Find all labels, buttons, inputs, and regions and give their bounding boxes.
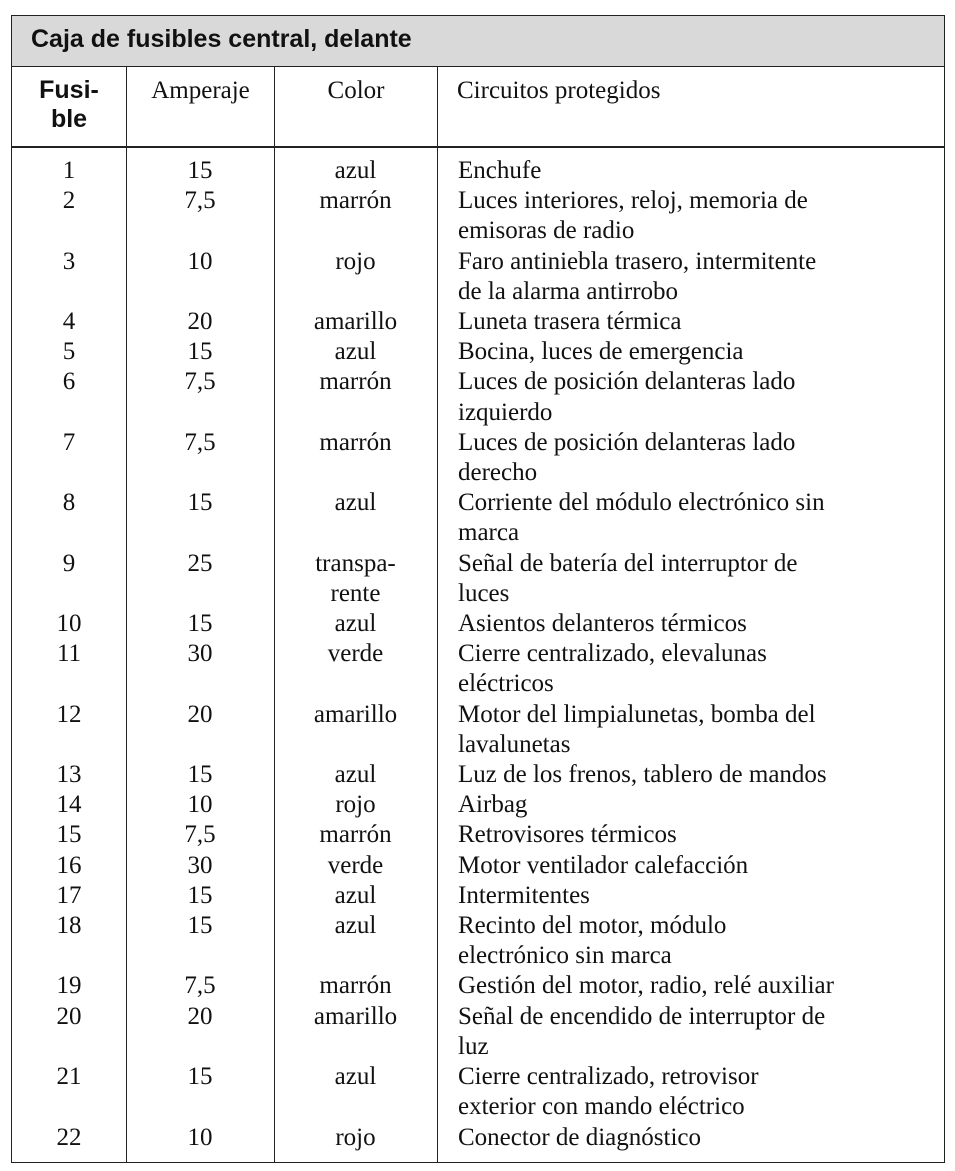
cell-fusible: 18 (56, 912, 82, 940)
cell-amperaje: 15 (187, 761, 213, 789)
cell-amperaje: 15 (187, 881, 213, 909)
cell-fusible: 6 (62, 368, 76, 396)
table-row (12, 609, 944, 639)
table-row (12, 549, 944, 609)
cell-circuitos: Señal de batería del interruptor de luces (458, 549, 798, 607)
cell-fusible: 16 (56, 851, 82, 879)
cell-color: rojo (335, 247, 376, 275)
table-row (12, 700, 944, 760)
table-row (12, 971, 944, 1001)
cell-fusible: 14 (56, 791, 82, 819)
table-title: Caja de fusibles central, delante (12, 16, 944, 67)
cell-fusible: 12 (56, 700, 82, 728)
table-row (12, 790, 944, 820)
cell-amperaje: 25 (187, 549, 213, 577)
cell-fusible: 19 (56, 972, 82, 1000)
cell-circuitos: Cierre centralizado, elevalunas eléctricos (458, 640, 767, 698)
table-body (12, 156, 944, 1153)
cell-color: marrón (319, 821, 392, 849)
table-row (12, 1062, 944, 1122)
cell-fusible: 15 (56, 821, 82, 849)
cell-amperaje: 15 (187, 610, 213, 638)
cell-amperaje: 10 (187, 247, 213, 275)
cell-color: azul (334, 761, 377, 789)
cell-fusible: 1 (62, 157, 76, 184)
cell-amperaje: 15 (187, 157, 213, 184)
table-row (12, 911, 944, 971)
cell-color: azul (334, 1063, 377, 1091)
cell-circuitos: Faro antiniebla trasero, intermitente de la alarma antirrobo (458, 247, 817, 305)
cell-fusible: 9 (62, 549, 76, 577)
cell-circuitos: Motor ventilador calefacción (458, 851, 749, 879)
header-fusible: Fusi- ble (39, 76, 99, 133)
cell-fusible: 4 (62, 308, 76, 336)
table-row (12, 186, 944, 246)
cell-amperaje: 7,5 (184, 187, 216, 215)
cell-amperaje: 30 (187, 851, 213, 879)
cell-fusible: 21 (56, 1063, 82, 1091)
cell-circuitos: Luces interiores, reloj, memoria de emisoras de radio (458, 187, 808, 245)
table-row (12, 760, 944, 790)
cell-color: marrón (319, 187, 392, 215)
cell-color: verde (327, 851, 384, 879)
cell-circuitos: Conector de diagnóstico (458, 1123, 701, 1151)
cell-circuitos: Recinto del motor, módulo electrónico sin marca (458, 912, 727, 970)
cell-amperaje: 15 (187, 489, 213, 517)
cell-color: azul (334, 610, 377, 638)
cell-fusible: 13 (56, 761, 82, 789)
cell-circuitos: Señal de encendido de interruptor de luz (458, 1002, 826, 1060)
table-row (12, 1123, 944, 1153)
cell-color: azul (334, 157, 377, 184)
table-row (12, 247, 944, 307)
cell-amperaje: 15 (187, 1063, 213, 1091)
cell-color: amarillo (313, 700, 398, 728)
cell-circuitos: Intermitentes (458, 881, 590, 909)
cell-amperaje: 10 (187, 791, 213, 819)
table-row (12, 156, 944, 186)
cell-color: rojo (335, 1123, 376, 1151)
cell-color: azul (334, 912, 377, 940)
cell-circuitos: Cierre centralizado, retrovisor exterior con mando eléctrico (458, 1063, 759, 1121)
cell-circuitos: Luces de posición delanteras lado izquierdo (458, 368, 796, 426)
header-color: Color (327, 77, 385, 104)
cell-circuitos: Luneta trasera térmica (458, 308, 682, 336)
cell-color: transpa- rente (315, 549, 396, 607)
cell-fusible: 3 (62, 247, 76, 275)
cell-circuitos: Enchufe (458, 157, 542, 184)
cell-color: azul (334, 338, 377, 366)
table-row (12, 639, 944, 699)
cell-fusible: 10 (56, 610, 82, 638)
cell-amperaje: 15 (187, 912, 213, 940)
cell-amperaje: 7,5 (184, 972, 216, 1000)
cell-fusible: 17 (56, 881, 82, 909)
table-row (12, 488, 944, 548)
cell-circuitos: Asientos delanteros térmicos (458, 610, 747, 638)
table-row (12, 1002, 944, 1062)
table-row (12, 428, 944, 488)
cell-circuitos: Airbag (458, 791, 528, 819)
cell-amperaje: 20 (187, 308, 213, 336)
cell-amperaje: 7,5 (184, 368, 216, 396)
cell-amperaje: 10 (187, 1123, 213, 1151)
table-row (12, 337, 944, 367)
cell-color: amarillo (313, 308, 398, 336)
cell-color: amarillo (313, 1002, 398, 1030)
cell-fusible: 11 (56, 640, 82, 668)
cell-amperaje: 15 (187, 338, 213, 366)
cell-color: marrón (319, 972, 392, 1000)
cell-fusible: 8 (62, 489, 76, 517)
header-amperaje: Amperaje (151, 77, 250, 104)
cell-fusible: 2 (62, 187, 76, 215)
cell-color: rojo (335, 791, 376, 819)
cell-amperaje: 20 (187, 1002, 213, 1030)
cell-circuitos: Luz de los frenos, tablero de mandos (458, 761, 827, 789)
cell-circuitos: Motor del limpialunetas, bomba del lavalunetas (458, 700, 816, 758)
table-row (12, 881, 944, 911)
cell-color: marrón (319, 428, 392, 456)
header-circuitos: Circuitos protegidos (457, 77, 661, 104)
cell-color: azul (334, 881, 377, 909)
cell-color: azul (334, 489, 377, 517)
table-row (12, 307, 944, 337)
fuse-table (11, 15, 945, 1163)
cell-color: verde (327, 640, 384, 668)
cell-fusible: 22 (56, 1123, 82, 1151)
cell-circuitos: Bocina, luces de emergencia (458, 338, 744, 366)
table-row (12, 820, 944, 850)
cell-circuitos: Retrovisores térmicos (458, 821, 677, 849)
table-row (12, 851, 944, 881)
cell-fusible: 7 (62, 428, 76, 456)
header-row (12, 67, 944, 148)
cell-circuitos: Luces de posición delanteras lado derecho (458, 428, 796, 487)
cell-amperaje: 20 (187, 700, 213, 728)
cell-color: marrón (319, 368, 392, 396)
cell-fusible: 20 (56, 1002, 82, 1030)
table-row (12, 367, 944, 427)
cell-circuitos: Corriente del módulo electrónico sin marca (458, 489, 825, 547)
cell-circuitos: Gestión del motor, radio, relé auxiliar (458, 972, 834, 1000)
cell-amperaje: 7,5 (184, 428, 216, 456)
cell-amperaje: 7,5 (184, 821, 216, 849)
cell-amperaje: 30 (187, 640, 213, 668)
cell-fusible: 5 (62, 338, 76, 366)
